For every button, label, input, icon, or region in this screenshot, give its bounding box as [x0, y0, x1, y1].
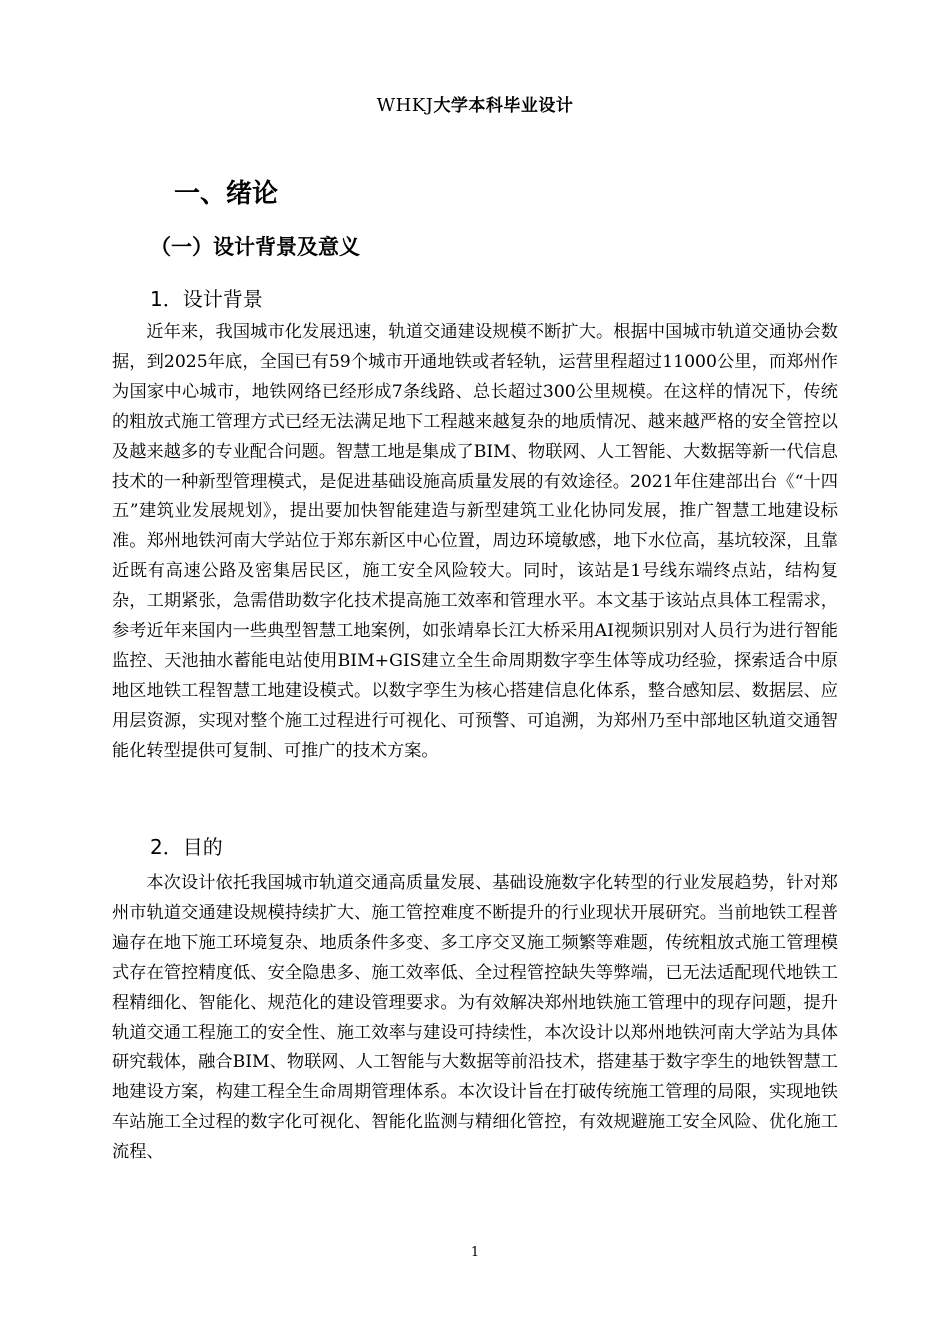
page-number: 1	[470, 1245, 480, 1260]
header-prefix: WHKJ	[376, 95, 434, 116]
paragraph-purpose: 本次设计依托我国城市轨道交通高质量发展、基础设施数字化转型的行业发展趋势，针对郑州市轨道交通建设规模持续扩大、施工管控难度不断提升的行业现状开展研究。当前地铁工程普遍存在地下施工环境复杂、地质条件多变、多工序交叉施工频繁等难题，传统粗放式施工管理模式存在管控精度低、安全隐患多、施工效率低、全过程管控缺失等弊端，已无法适配现代地铁工程精细化、智能化、规范化的建设管理要求。为有效解决郑州地铁施工管理中的现存问题，提升轨道交通工程施工的安全性、施工效率与建设可持续性，本次设计以郑州地铁河南大学站为具体研究载体，融合BIM、物联网、人工智能与大数据等前沿技术，搭建基于数字孪生的地铁智慧工地建设方案，构建工程全生命周期管理体系。本次设计旨在打破传统施工管理的局限，实现地铁车站施工全过程的数字化可视化、智能化监测与精细化管控，有效规避施工安全风险、优化施工流程、	[112, 873, 838, 1163]
running-header	[0, 94, 950, 118]
paragraph-background: 近年来，我国城市化发展迅速，轨道交通建设规模不断扩大。根据中国城市轨道交通协会数据，到2025年底，全国已有59个城市开通地铁或者轻轨，运营里程超过11000公里，而郑州作为国家中心城市，地铁网络已经形成7条线路、总长超过300公里规模。在这样的情况下，传统的粗放式施工管理方式已经无法满足地下工程越来越复杂的地质情况、越来越严格的安全管控以及越来越多的专业配合问题。智慧工地是集成了BIM、物联网、人工智能、大数据等新一代信息技术的一种新型管理模式，是促进基础设施高质量发展的有效途径。2021年住建部出台《“十四五”建筑业发展规划》，提出要加快智能建造与新型建筑工业化协同发展，推广智慧工地建设标准。郑州地铁河南大学站位于郑东新区中心位置，周边环境敏感，地下水位高，基坑较深，且靠近既有高速公路及密集居民区，施工安全风险较大。同时，该站是1号线东端终点站，结构复杂，工期紧张，急需借助数字化技术提高施工效率和管理水平。本文基于该站点具体工程需求，参考近年来国内一些典型智慧工地案例，如张靖皋长江大桥采用AI视频识别对人员行为进行智能监控、天池抽水蓄能电站使用BIM+GIS建立全生命周期数字孪生体等成功经验，探索适合中原地区地铁工程智慧工地建设模式。以数字孪生为核心搭建信息化体系，整合感知层、数据层、应用层资源，实现对整个施工过程进行可视化、可预警、可追溯，为郑州乃至中部地区轨道交通智能化转型提供可复制、可推广的技术方案。	[112, 322, 838, 761]
subsection-heading-background: 1．设计背景	[150, 287, 263, 311]
header-title: 大学本科毕业设计	[433, 96, 574, 116]
subsection-heading-purpose: 2．目的	[150, 835, 223, 859]
section-title: （一）设计背景及意义	[150, 235, 360, 259]
chapter-title: 一、绪论	[174, 179, 279, 209]
